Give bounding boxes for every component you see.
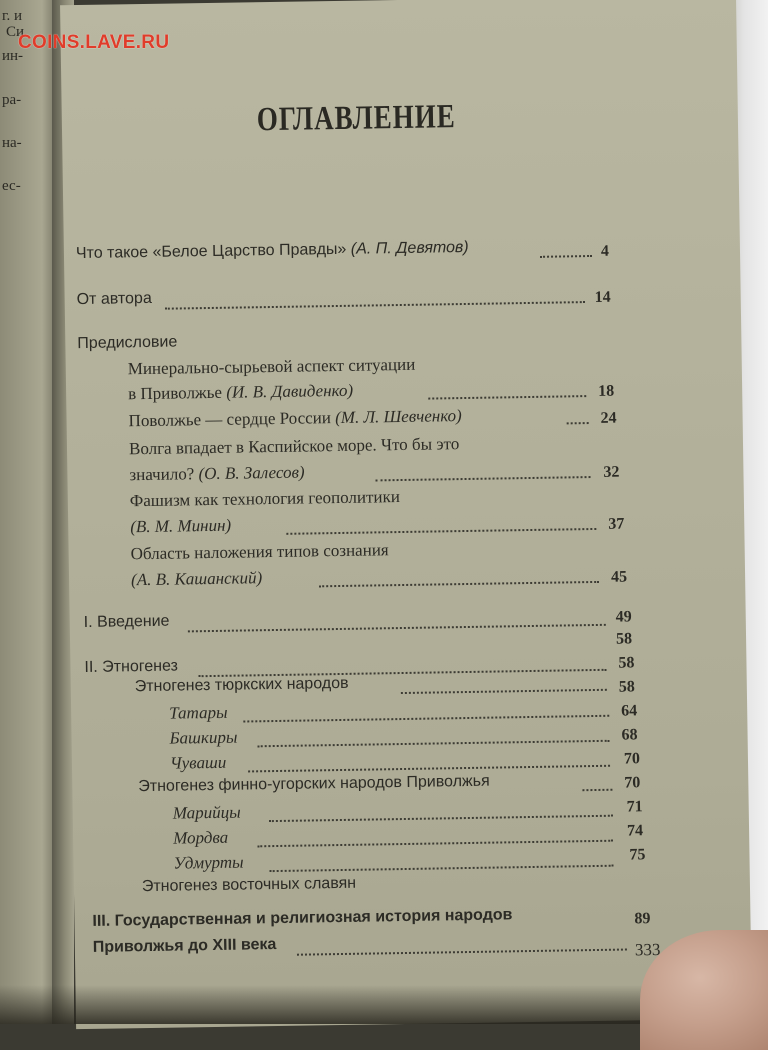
left-page-text: ра- [2,92,22,108]
watermark: COINS.LAVE.RU [18,32,170,53]
toc-page-number: 68 [621,726,638,744]
toc-chapter-title: I. Введение [83,612,170,632]
toc-page-number: 18 [598,382,615,400]
dot-leader [165,299,585,310]
dot-leader [401,687,607,694]
left-page-text: г. и [2,8,22,24]
toc-entry-title: Волга впадает в Каспийское море. Что бы это [128,434,460,459]
toc-page-number: 64 [621,702,638,720]
left-page-text: Си [6,24,25,40]
toc-chapter-title: III. Государственная и религиозная история народов [92,906,513,930]
left-page-text: ин- [2,48,24,64]
toc-entry-title: Татары [169,702,228,723]
toc-entry-title: Что такое «Белое Царство Правды» [75,240,347,263]
toc-chapter-title: Приволжья до XIII века [92,936,277,956]
toc-page-number: 4 [600,242,610,260]
toc-entry-title: Башкиры [169,727,238,748]
toc-entry [128,381,353,405]
toc-entry [130,516,231,538]
dot-leader [540,253,592,258]
toc-page-number: 89 [634,910,651,928]
toc-entry-title: Фашизм как технология геополитики [129,487,401,511]
dot-leader [428,393,586,399]
toc-page-number: 58 [618,678,635,696]
dot-leader [297,947,627,956]
toc-entry-title: Этногенез финно-угорских народов Приволжья [138,772,490,796]
toc-entry-title: значило? [129,464,195,485]
toc-page-number: 58 [615,630,633,648]
toc-entry-author: (А. В. Кашанский) [130,568,263,590]
toc-entry-title: Мордва [172,827,229,848]
toc-entry-title: Марийцы [172,802,241,823]
toc-entry-author: (М. Л. Шевченко) [335,406,462,428]
dot-leader [248,763,610,773]
dot-leader [582,787,612,791]
toc-page-number: 32 [603,463,620,481]
toc-entry [129,463,304,486]
left-page-text: ес- [2,178,21,194]
book-page [60,0,752,1029]
toc-page-number: 24 [600,409,617,427]
toc-entry-title: Минерально-сырьевой аспект ситуации [127,354,416,379]
toc-entry [76,239,469,263]
toc-page-number: 45 [610,568,628,586]
toc-page-number: 49 [615,608,632,626]
toc-entry-author: (В. М. Минин) [130,515,232,537]
toc-page-number: 37 [608,515,625,533]
toc-page-number: 74 [626,822,644,840]
toc-page-number: 71 [626,798,643,816]
page-number: 333 [634,939,661,960]
toc-entry [131,568,262,590]
dot-leader [258,738,610,748]
dot-leader [270,863,614,872]
dot-leader [286,526,596,535]
toc-page-number: 14 [594,288,611,306]
dot-leader [319,579,599,587]
dot-leader [375,474,590,481]
toc-entry-author: (И. В. Давиденко) [226,380,354,402]
dot-leader [188,622,606,633]
toc-entry-title: Этногенез тюркских народов [134,674,349,696]
toc-section-title: Предисловие [77,333,178,353]
toc-entry-title: Поволжье — сердце России [128,408,332,431]
left-page [0,0,60,1024]
toc-entry-title: Чуваши [169,752,227,773]
dot-leader [257,838,613,848]
toc-entry-author: (О. В. Залесов) [198,462,305,484]
toc-page-number: 70 [623,750,641,768]
toc-entry-title: Область наложения типов сознания [130,540,389,564]
dot-leader [243,713,609,723]
dot-leader [269,813,613,822]
toc-page-number: 75 [629,846,646,864]
toc-entry [128,406,461,431]
toc-entry-title: Этногенез восточных славян [141,874,357,896]
toc-page-number: 58 [618,654,635,672]
toc-entry-title: Удмурты [173,852,244,873]
dot-leader [567,420,589,424]
toc-page-number: 70 [624,774,641,792]
left-page-text: на- [2,135,22,151]
toc-entry-author: (А. П. Девятов) [350,238,469,258]
page-heading: ОГЛАВЛЕНИЕ [256,97,456,138]
toc-entry-title: в Приволжье [128,382,223,404]
toc-entry-title: От автора [76,289,152,309]
toc-chapter-title: II. Этногенез [84,657,179,677]
